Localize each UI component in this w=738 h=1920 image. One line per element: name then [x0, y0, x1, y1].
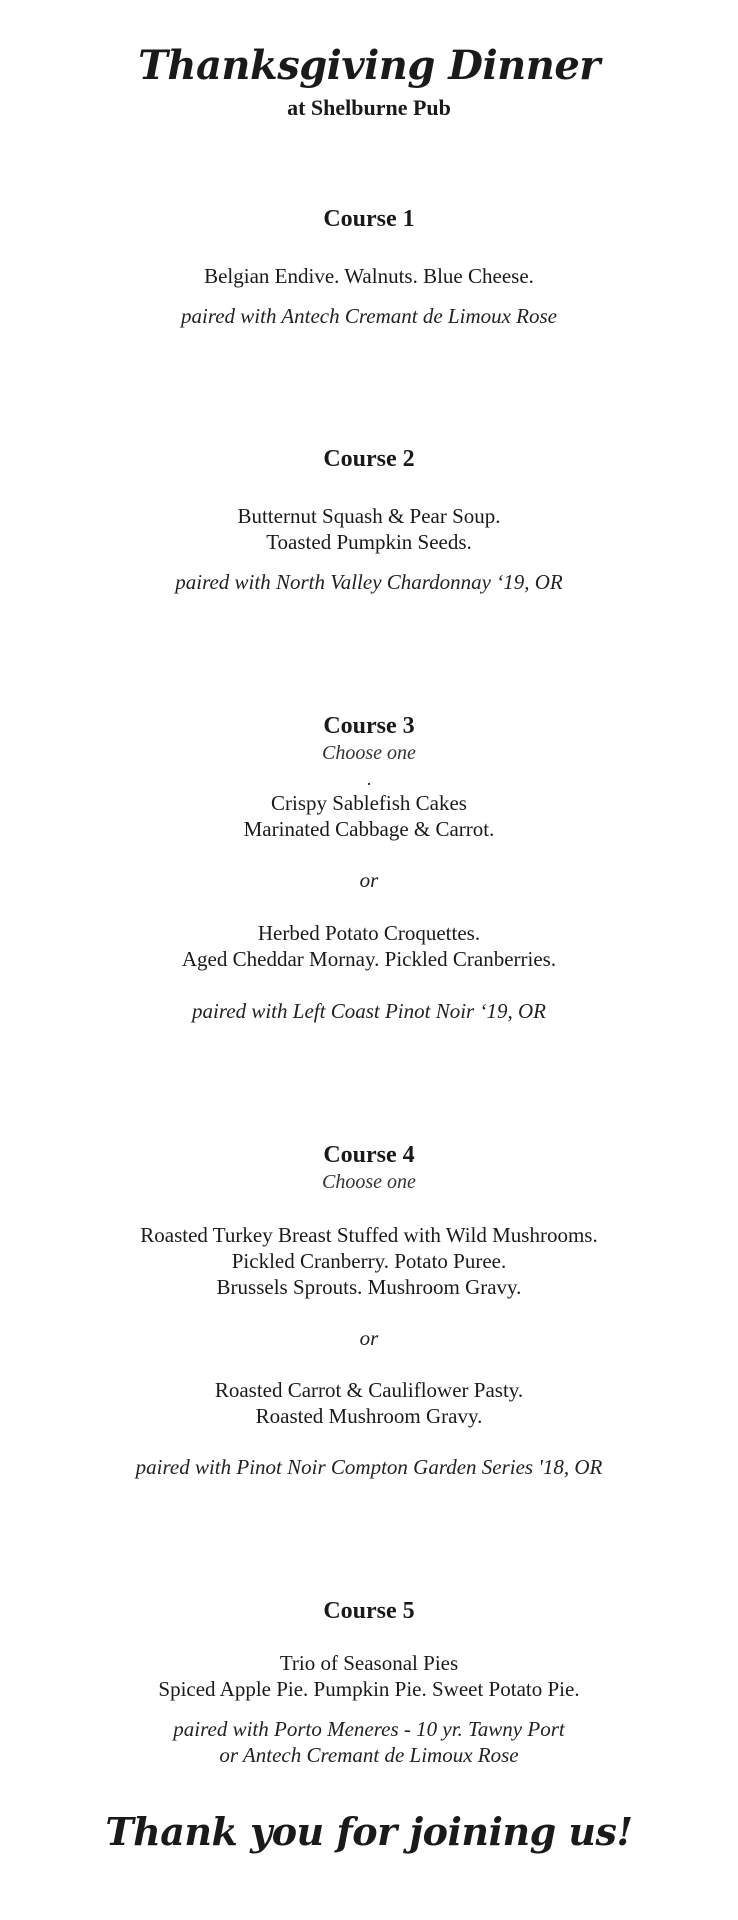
course-1-dish-line: Belgian Endive. Walnuts. Blue Cheese. [204, 264, 534, 288]
course-4-pairing: paired with Pinot Noir Compton Garden Series '18, OR [135, 1455, 603, 1479]
venue-subtitle: at Shelburne Pub [287, 95, 451, 120]
course-3-pairing: paired with Left Coast Pinot Noir ‘19, OR [192, 999, 546, 1023]
course-3-heading: Course 3 [323, 713, 415, 739]
course-4-heading: Course 4 [323, 1142, 415, 1168]
course-2-dish-line: Toasted Pumpkin Seeds. [266, 530, 472, 554]
course-4-choose-one: Choose one [322, 1171, 416, 1193]
course-3-or: or [359, 868, 379, 892]
course-5-pairing: paired with Porto Meneres - 10 yr. Tawny Port [173, 1717, 565, 1741]
course-5-dish-line: Trio of Seasonal Pies [279, 1651, 459, 1675]
course-5-dish-line: Spiced Apple Pie. Pumpkin Pie. Sweet Potato Pie. [158, 1677, 580, 1701]
course-5-heading: Course 5 [323, 1598, 415, 1624]
course-2-pairing: paired with North Valley Chardonnay ‘19, OR [175, 570, 563, 594]
course-3-choose-one: Choose one [322, 742, 416, 764]
course-2-heading: Course 2 [323, 446, 415, 472]
course-5-pairing: or Antech Cremant de Limoux Rose [219, 1743, 519, 1767]
course-1-pairing: paired with Antech Cremant de Limoux Rose [180, 304, 557, 328]
course-4-option-b-line: Roasted Carrot & Cauliflower Pasty. [214, 1378, 524, 1402]
course-3-option-a-line: Crispy Sablefish Cakes [271, 791, 467, 815]
course-4-option-a-line: Roasted Turkey Breast Stuffed with Wild Mushrooms. [140, 1223, 598, 1247]
course-1-heading: Course 1 [323, 206, 415, 232]
course-2-dish-line: Butternut Squash & Pear Soup. [237, 504, 501, 528]
course-3-option-b-line: Aged Cheddar Mornay. Pickled Cranberries. [181, 947, 557, 971]
course-4-option-a-line: Pickled Cranberry. Potato Puree. [231, 1249, 507, 1273]
course-3-option-a-line: Marinated Cabbage & Carrot. [243, 817, 495, 841]
course-4-or: or [359, 1326, 379, 1350]
course-4-option-a-line: Brussels Sprouts. Mushroom Gravy. [216, 1275, 522, 1299]
course-3-dot: . [366, 769, 372, 789]
course-4-option-b-line: Roasted Mushroom Gravy. [255, 1404, 483, 1428]
course-3-option-b-line: Herbed Potato Croquettes. [257, 921, 481, 945]
menu-title: Thanksgiving Dinner [138, 42, 600, 89]
thank-you-message: Thank you for joining us! [105, 1809, 633, 1854]
